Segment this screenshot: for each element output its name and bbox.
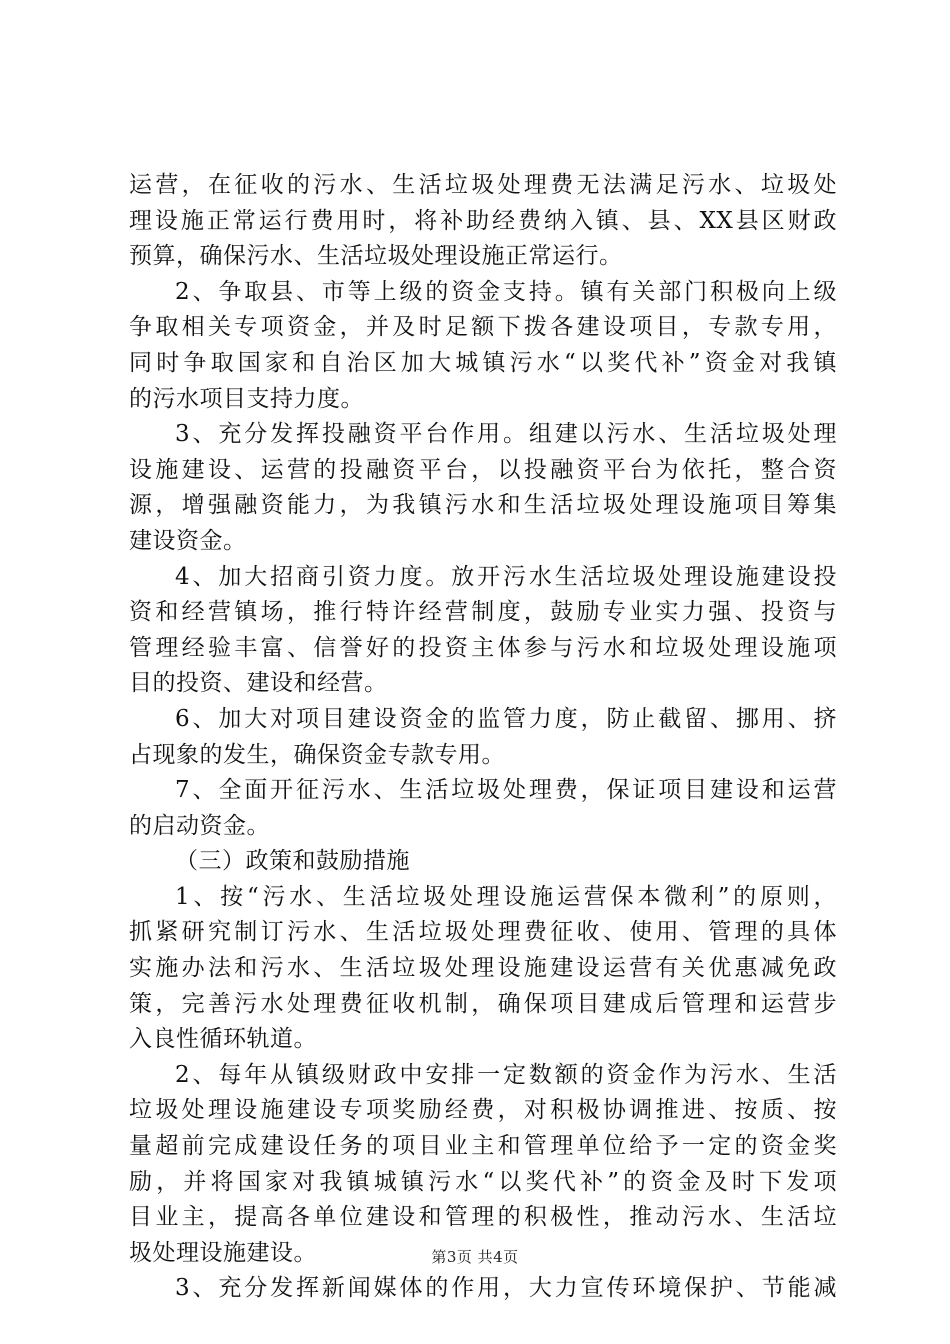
text-line: 实施办法和污水、生活垃圾处理设施建设运营有关优惠减免政 <box>129 955 837 982</box>
text-line: 6、加大对项目建设资金的监管力度，防止截留、挪用、挤 <box>175 705 837 732</box>
text-line: 占现象的发生，确保资金专款专用。 <box>129 741 505 768</box>
text-line: 资和经营镇场，推行特许经营制度，鼓励专业实力强、投资与 <box>129 599 837 626</box>
text-line: 抓紧研究制订污水、生活垃圾处理费征收、使用、管理的具体 <box>129 919 837 946</box>
text-line: 励，并将国家对我镇城镇污水“以奖代补”的资金及时下发项 <box>129 1168 837 1195</box>
text-line: 3、充分发挥新闻媒体的作用，大力宣传环境保护、节能减 <box>175 1275 837 1302</box>
document-body <box>129 168 837 1307</box>
text-line: 目的投资、建设和经营。 <box>129 670 388 697</box>
text-line: 设施建设、运营的投融资平台，以投融资平台为依托，整合资 <box>129 456 837 483</box>
text-line: 量超前完成建设任务的项目业主和管理单位给予一定的资金奖 <box>129 1133 837 1160</box>
text-line: 目业主，提高各单位建设和管理的积极性，推动污水、生活垃 <box>129 1204 837 1231</box>
text-line: 2、每年从镇级财政中安排一定数额的资金作为污水、生活 <box>175 1061 837 1088</box>
text-line: 4、加大招商引资力度。放开污水生活垃圾处理设施建设投 <box>175 563 837 590</box>
text-line: 2、争取县、市等上级的资金支持。镇有关部门积极向上级 <box>175 278 837 305</box>
text-line: 策，完善污水处理费征收机制，确保项目建成后管理和运营步 <box>129 990 837 1017</box>
text-line: 1、按“污水、生活垃圾处理设施运营保本微利”的原则， <box>175 883 837 910</box>
text-line: 的污水项目支持力度。 <box>129 385 364 412</box>
text-line: 管理经验丰富、信誉好的投资主体参与污水和垃圾处理设施项 <box>129 634 837 661</box>
text-line: 3、充分发挥投融资平台作用。组建以污水、生活垃圾处理 <box>175 421 837 448</box>
text-line: 圾处理设施建设。 <box>129 1239 317 1266</box>
text-line: 入良性循环轨道。 <box>129 1026 317 1053</box>
text-line: 运营，在征收的污水、生活垃圾处理费无法满足污水、垃圾处 <box>129 172 837 198</box>
text-line: （三）政策和鼓励措施 <box>175 848 410 875</box>
text-line: 建设资金。 <box>129 527 247 554</box>
text-line: 争取相关专项资金，并及时足额下拨各建设项目，专款专用， <box>129 314 837 341</box>
text-line: 同时争取国家和自治区加大城镇污水“以奖代补”资金对我镇 <box>129 349 837 376</box>
text-line: 的启动资金。 <box>129 812 270 839</box>
text-line: 预算，确保污水、生活垃圾处理设施正常运行。 <box>129 243 623 270</box>
text-line: 7、全面开征污水、生活垃圾处理费，保证项目建设和运营 <box>175 777 837 804</box>
text-line: 理设施正常运行费用时，将补助经费纳入镇、县、XX县区财政 <box>129 207 837 234</box>
page-footer: 第3页 共4页 <box>431 1248 519 1266</box>
text-line: 源，增强融资能力，为我镇污水和生活垃圾处理设施项目筹集 <box>129 492 837 519</box>
text-line: 垃圾处理设施建设专项奖励经费，对积极协调推进、按质、按 <box>129 1097 837 1124</box>
